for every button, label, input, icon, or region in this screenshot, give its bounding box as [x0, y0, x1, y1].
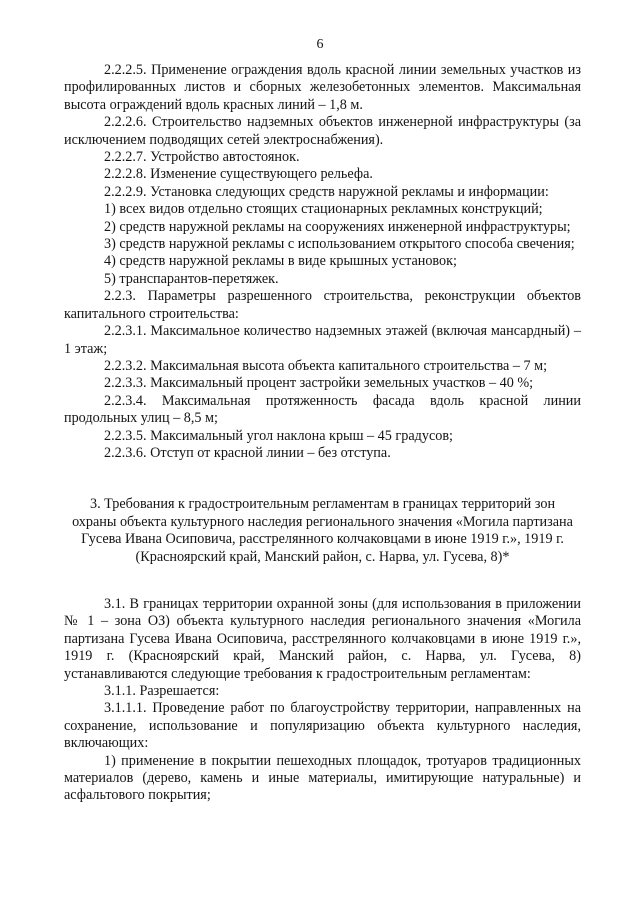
list-item-2: 2) средств наружной рекламы на сооружениях инженерной инфраструктуры; — [104, 218, 571, 235]
paragraph-2-2-3-4: 2.2.3.4. Максимальная протяженность фасада вдоль красной линии продольных улиц – 8,5 м; — [64, 392, 581, 427]
paragraph-2-2-3-6: 2.2.3.6. Отступ от красной линии – без отступа. — [104, 444, 391, 461]
paragraph-3-1: 3.1. В границах территории охранной зоны (для использования в приложении № 1 – зона ОЗ) объекта культурного наследия регионального значения «Могила партизана Гусева Ивана Осиповича, расстрелянного колчаковцами в июне 1919 г.», 1919 г. (Красноярский край, Манский район, с. Нарва, ул. Гусева, 8) устанавливаются следующие требования к градостроительным регламентам: — [64, 595, 581, 682]
paragraph-2-2-3-1: 2.2.3.1. Максимальное количество надземных этажей (включая мансардный) – 1 этаж; — [64, 323, 581, 357]
list-item-3-1: 1) применение в покрытии пешеходных площадок, тротуаров традиционных материалов (дерево, камень и иные материалы, имитирующие натуральные) и асфальтового покрытия; — [64, 752, 581, 804]
paragraph-2-2-3-5: 2.2.3.5. Максимальный угол наклона крыш – 45 градусов; — [104, 427, 453, 444]
list-item-5: 5) транспарантов-перетяжек. — [104, 270, 279, 287]
paragraph-2-2-2-9: 2.2.2.9. Установка следующих средств наружной рекламы и информации: — [104, 183, 549, 200]
list-item-1: 1) всех видов отдельно стоящих стационарных рекламных конструкций; — [104, 201, 543, 218]
paragraph-2-2-3: 2.2.3. Параметры разрешенного строительства, реконструкции объектов капитального строительства: — [64, 288, 581, 322]
list-item-4: 4) средств наружной рекламы в виде крышных установок; — [104, 253, 457, 270]
document-body — [64, 62, 581, 805]
paragraph-2-2-2-8: 2.2.2.8. Изменение существующего рельефа. — [104, 166, 373, 183]
paragraph-3-1-1-1: 3.1.1.1. Проведение работ по благоустройству территории, направленных на сохранение, использование и популяризацию объекта культурного наследия, включающих: — [64, 700, 581, 752]
paragraph-3-1-1: 3.1.1. Разрешается: — [104, 683, 220, 699]
paragraph-2-2-3-2: 2.2.3.2. Максимальная высота объекта капитального строительства – 7 м; — [104, 357, 548, 374]
paragraph-2-2-2-6: 2.2.2.6. Строительство надземных объектов инженерной инфраструктуры (за исключением подводящих сетей электроснабжения). — [64, 114, 581, 148]
list-item-3: 3) средств наружной рекламы с использованием открытого способа свечения; — [104, 236, 575, 253]
paragraph-2-2-2-5: 2.2.2.5. Применение ограждения вдоль красной линии земельных участков из профилированных листов и сборных железобетонных элементов. Максимальная высота ограждений вдоль красных линий – 1,8 м. — [64, 62, 581, 113]
page-number: 6 — [316, 37, 324, 52]
paragraph-2-2-3-3: 2.2.3.3. Максимальный процент застройки земельных участков – 40 %; — [104, 375, 534, 392]
paragraph-2-2-2-7: 2.2.2.7. Устройство автостоянок. — [104, 149, 300, 166]
section-heading: 3. Требования к градостроительным регламентам в границах территорий зон охраны объекта культурного наследия регионального значения «Могила партизана Гусева Ивана Осиповича, расстрелянного колчаковцами в июне 1919 г.», 1919 г. (Красноярский край, Манский район, с. Нарва, ул. Гусева, 8)* — [72, 496, 573, 565]
